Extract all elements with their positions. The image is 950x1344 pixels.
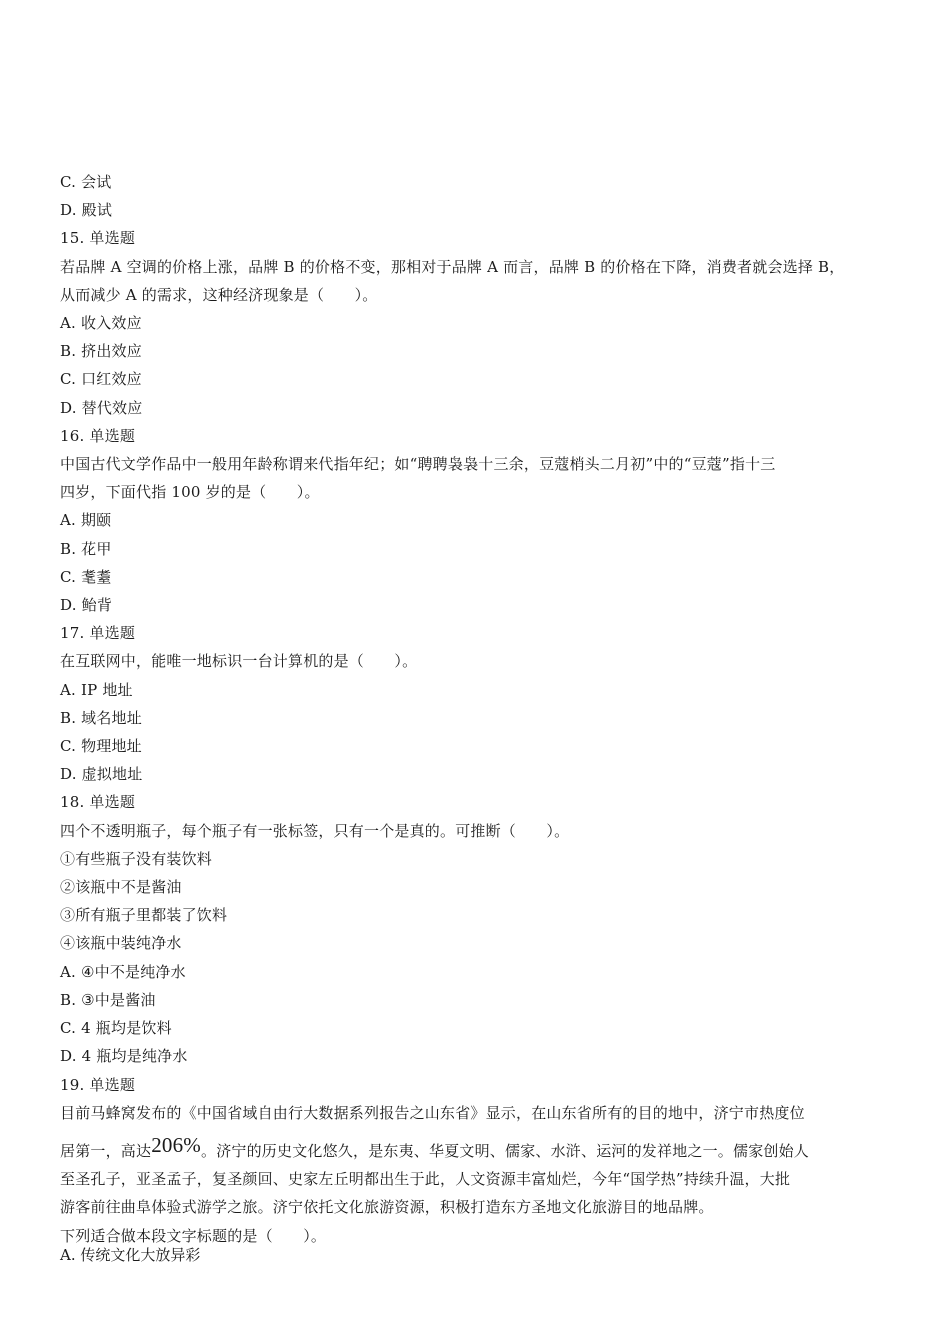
q17-stem: 在互联网中，能唯一地标识一台计算机的是（ ）。 (60, 652, 418, 671)
q17-option-c: C. 物理地址 (60, 737, 142, 756)
q17-option-a: A. IP 地址 (60, 680, 133, 699)
q18-statement-2: ②该瓶中不是酱油 (60, 878, 182, 897)
exam-page (60, 168, 890, 1250)
q15-heading: 15. 单选题 (60, 229, 136, 248)
q18-option-b: B. ③中是酱油 (60, 990, 156, 1009)
q15-stem-line1: 若品牌 A 空调的价格上涨，品牌 B 的价格不变，那相对于品牌 A 而言，品牌 B 的价格在下降，消费者就会选择 B， (60, 257, 845, 276)
q15-option-c: C. 口红效应 (60, 370, 142, 389)
q18-statement-4: ④该瓶中装纯净水 (60, 934, 182, 953)
q18-option-c: C. 4 瓶均是饮料 (60, 1019, 172, 1038)
q19-heading: 19. 单选题 (60, 1075, 136, 1094)
q19-para-line4: 游客前往曲阜体验式游学之旅。济宁依托文化旅游资源，积极打造东方圣地文化旅游目的地品牌。 (60, 1198, 714, 1217)
q19-para-line2-pre: 居第一，高达 (60, 1141, 152, 1160)
q18-statement-1: ①有些瓶子没有装饮料 (60, 849, 213, 868)
q18-stem: 四个不透明瓶子，每个瓶子有一张标签，只有一个是真的。可推断（ ）。 (60, 821, 570, 840)
q19-option-a-cropped (60, 1246, 890, 1268)
q19-para-line3: 至圣孔子，亚圣孟子，复圣颜回、史家左丘明都出生于此，人文资源丰富灿烂，今年“国学热”持续升温，大批 (60, 1170, 791, 1189)
q15-option-d: D. 替代效应 (60, 398, 143, 417)
q14-option-d: D. 殿试 (60, 201, 113, 220)
q17-option-d: D. 虚拟地址 (60, 765, 143, 784)
q18-option-d: D. 4 瓶均是纯净水 (60, 1047, 188, 1066)
q16-stem-line1: 中国古代文学作品中一般用年龄称谓来代指年纪；如“聘聘袅袅十三余，豆蔻梢头二月初”中的“豆蔻”指十三 (60, 455, 776, 474)
q16-option-a: A. 期颐 (60, 511, 112, 530)
q19-para-line2 (60, 1132, 890, 1165)
q16-option-b: B. 花甲 (60, 539, 112, 558)
q19-para-line2-post: 。济宁的历史文化悠久，是东夷、华夏文明、儒家、水浒、运河的发祥地之一。儒家创始人 (201, 1141, 810, 1160)
q15-option-a: A. 收入效应 (60, 314, 142, 333)
q15-stem-line2: 从而减少 A 的需求，这种经济现象是（ ）。 (60, 285, 378, 304)
q18-heading: 18. 单选题 (60, 793, 136, 812)
q16-option-d: D. 鲐背 (60, 596, 113, 615)
q15-option-b: B. 挤出效应 (60, 342, 142, 361)
q16-heading: 16. 单选题 (60, 426, 136, 445)
q19-para-line1: 目前马蜂窝发布的《中国省域自由行大数据系列报告之山东省》显示，在山东省所有的目的地中，济宁市热度位 (60, 1103, 805, 1122)
q16-stem-line2: 四岁，下面代指 100 岁的是（ ）。 (60, 483, 320, 502)
q19-question: 下列适合做本段文字标题的是（ ）。 (60, 1226, 327, 1245)
q18-option-a: A. ④中不是纯净水 (60, 962, 186, 981)
q14-option-c: C. 会试 (60, 173, 112, 191)
q17-option-b: B. 域名地址 (60, 708, 142, 727)
q19-percent-value: 206% (151, 1132, 201, 1157)
q16-option-c: C. 耄耋 (60, 567, 112, 586)
q17-heading: 17. 单选题 (60, 624, 136, 643)
q18-statement-3: ③所有瓶子里都装了饮料 (60, 906, 228, 925)
q19-option-a-partial: A. 传统文化大放异彩 (60, 1246, 201, 1264)
